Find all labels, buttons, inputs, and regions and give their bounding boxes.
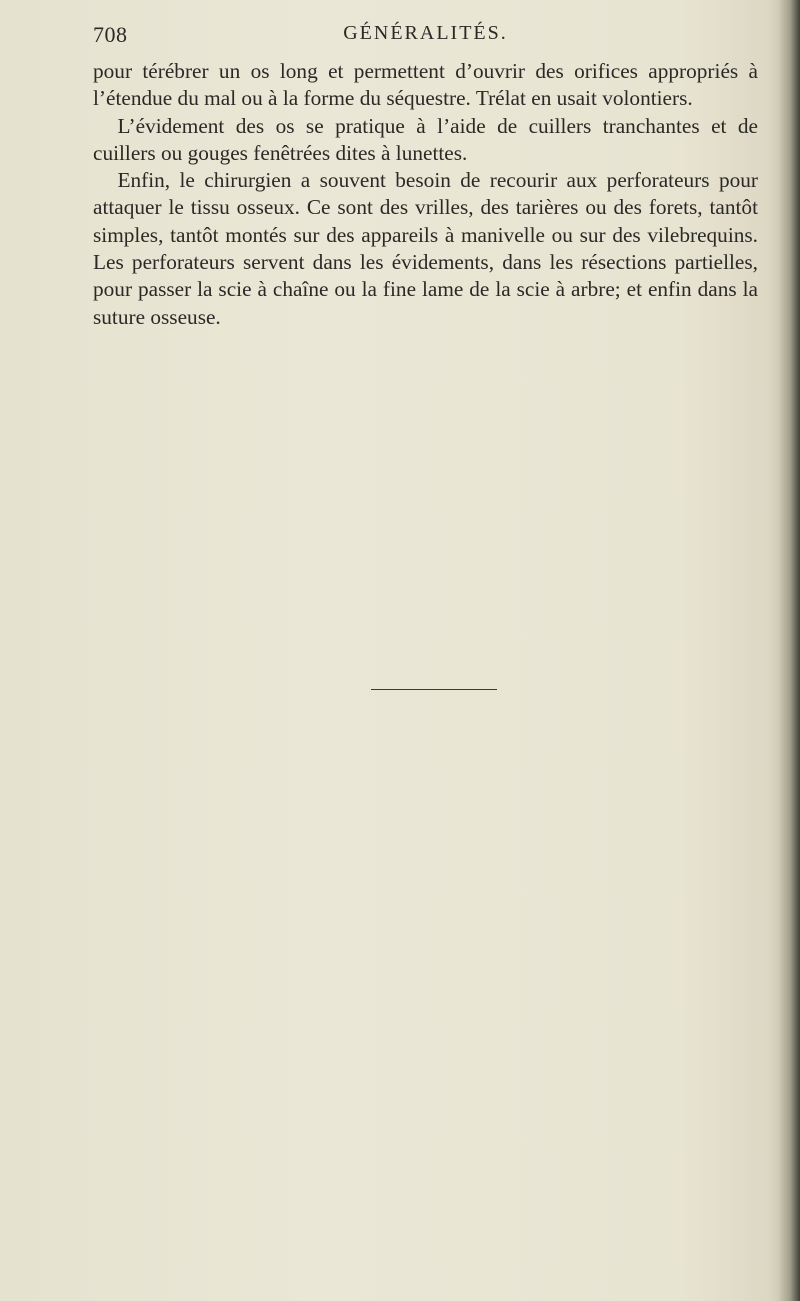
- page-number: 708: [93, 22, 128, 47]
- paragraph-evidement: L’évidement des os se pratique à l’aide de cuillers tranchantes et de cuillers ou gouges fenêtrées dites à lunettes.: [93, 113, 758, 165]
- page-header: [93, 22, 758, 52]
- paragraph-continuation: pour térébrer un os long et permettent d’ouvrir des orifices appropriés à l’étendue du mal ou à la forme du séquestre. Trélat en usait volontiers.: [93, 59, 758, 111]
- paragraph-perforateurs: Enfin, le chirurgien a souvent besoin de recourir aux perforateurs pour attaquer le tissu osseux. Ce sont des vrilles, des tarières ou des forets, tantôt simples, tantôt montés sur des appareils à manivelle ou sur des vilebrequins. Les perforateurs servent dans les évidements, dans les résections partielles, pour passer la scie à chaîne ou la fine lame de la scie à arbre; et enfin dans la suture osseuse.: [93, 168, 758, 329]
- section-end-rule: [371, 689, 497, 690]
- page-edge-shadow: [778, 0, 800, 1301]
- body-text: [93, 58, 758, 331]
- running-title: GÉNÉRALITÉS.: [343, 22, 508, 44]
